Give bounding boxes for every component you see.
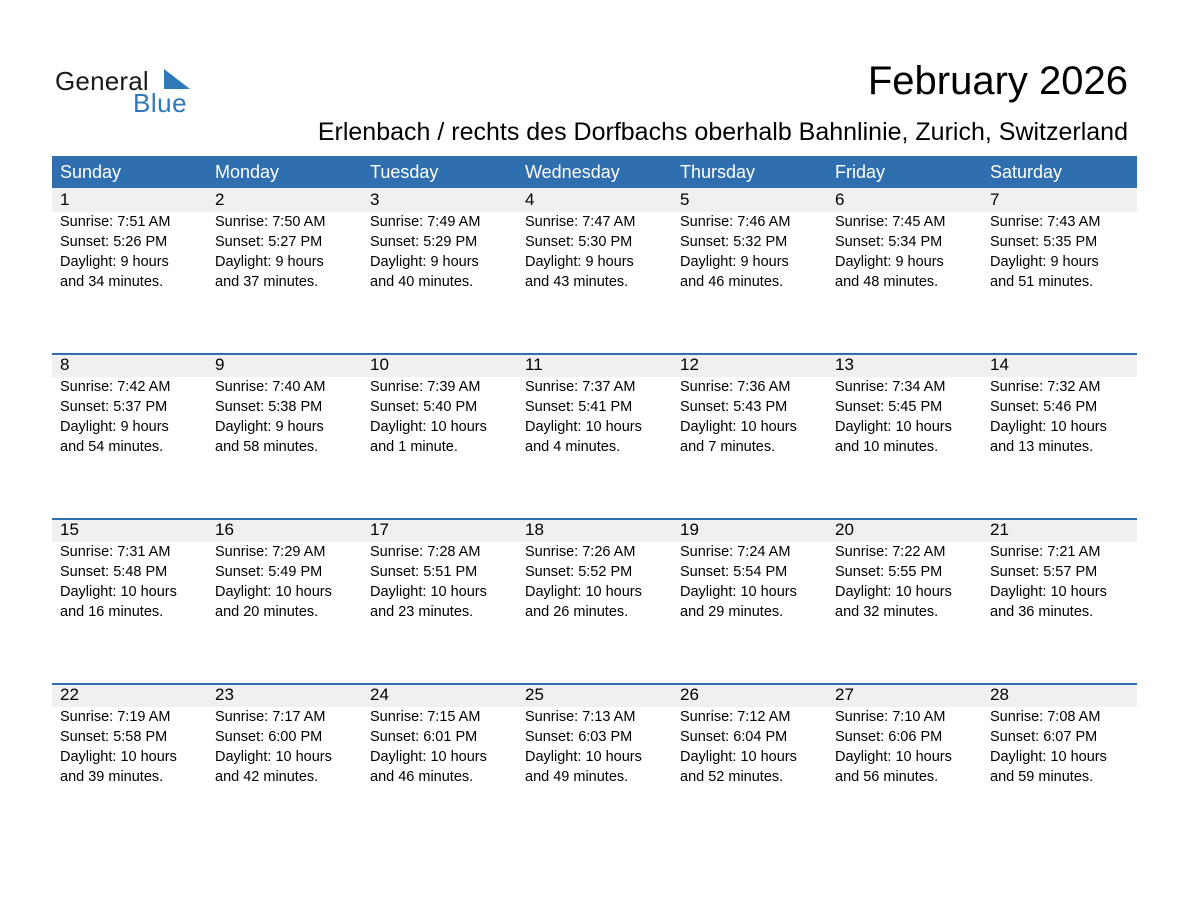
day-cell <box>827 188 982 292</box>
day-cell <box>827 683 982 787</box>
daylight-hours-text: Daylight: 10 hours <box>525 584 642 600</box>
sunrise-text: Sunrise: 7:42 AM <box>60 379 171 395</box>
daylight-hours-text: Daylight: 9 hours <box>215 254 324 270</box>
sunrise-text: Sunrise: 7:28 AM <box>370 544 481 560</box>
sunrise-text: Sunrise: 7:31 AM <box>60 544 171 560</box>
daylight-hours-text: Daylight: 9 hours <box>990 254 1099 270</box>
day-cell <box>672 518 827 622</box>
day-cell <box>982 353 1137 457</box>
weeks-container <box>52 188 1137 848</box>
sunrise-text: Sunrise: 7:13 AM <box>525 709 636 725</box>
day-number: 22 <box>60 685 79 704</box>
daylight-hours-text: Daylight: 9 hours <box>370 254 479 270</box>
day-cell <box>52 683 207 787</box>
day-number: 24 <box>370 685 389 704</box>
day-cell <box>827 518 982 622</box>
week-days <box>52 353 1137 457</box>
day-cell <box>362 188 517 292</box>
day-number: 17 <box>370 520 389 539</box>
sunrise-text: Sunrise: 7:34 AM <box>835 379 946 395</box>
sunset-text: Sunset: 5:29 PM <box>370 234 478 250</box>
weekday-tuesday: Tuesday <box>370 162 439 182</box>
daylight-hours-text: Daylight: 10 hours <box>990 419 1107 435</box>
weekday-friday: Friday <box>835 162 886 182</box>
sunset-text: Sunset: 5:34 PM <box>835 234 943 250</box>
day-cell <box>517 353 672 457</box>
day-cell <box>517 683 672 787</box>
sunset-text: Sunset: 6:00 PM <box>215 729 323 745</box>
daylight-minutes-text: and 13 minutes. <box>990 439 1094 455</box>
day-number: 7 <box>990 190 1000 209</box>
day-number: 20 <box>835 520 854 539</box>
daylight-hours-text: Daylight: 9 hours <box>215 419 324 435</box>
sunrise-text: Sunrise: 7:51 AM <box>60 214 171 230</box>
sunset-text: Sunset: 5:30 PM <box>525 234 633 250</box>
day-number: 8 <box>60 355 70 374</box>
daylight-hours-text: Daylight: 9 hours <box>525 254 634 270</box>
daylight-minutes-text: and 10 minutes. <box>835 439 939 455</box>
daylight-minutes-text: and 20 minutes. <box>215 604 319 620</box>
daylight-minutes-text: and 32 minutes. <box>835 604 939 620</box>
day-number: 4 <box>525 190 535 209</box>
sunset-text: Sunset: 5:51 PM <box>370 564 478 580</box>
daylight-minutes-text: and 51 minutes. <box>990 274 1094 290</box>
sunrise-text: Sunrise: 7:32 AM <box>990 379 1101 395</box>
sunrise-text: Sunrise: 7:12 AM <box>680 709 791 725</box>
sunrise-text: Sunrise: 7:40 AM <box>215 379 326 395</box>
day-number: 12 <box>680 355 699 374</box>
day-number: 6 <box>835 190 845 209</box>
day-cell <box>362 683 517 787</box>
logo <box>55 66 195 118</box>
weekday-sunday: Sunday <box>60 162 122 182</box>
daylight-hours-text: Daylight: 10 hours <box>525 419 642 435</box>
daylight-hours-text: Daylight: 10 hours <box>990 584 1107 600</box>
sunset-text: Sunset: 6:04 PM <box>680 729 788 745</box>
sunset-text: Sunset: 5:46 PM <box>990 399 1098 415</box>
sunset-text: Sunset: 5:40 PM <box>370 399 478 415</box>
sunset-text: Sunset: 5:27 PM <box>215 234 323 250</box>
daylight-minutes-text: and 56 minutes. <box>835 769 939 785</box>
sunset-text: Sunset: 5:58 PM <box>60 729 168 745</box>
sunrise-text: Sunrise: 7:37 AM <box>525 379 636 395</box>
day-cell <box>207 518 362 622</box>
day-number: 1 <box>60 190 70 209</box>
day-number: 11 <box>525 355 543 374</box>
daylight-hours-text: Daylight: 10 hours <box>60 584 177 600</box>
daylight-minutes-text: and 26 minutes. <box>525 604 629 620</box>
daylight-hours-text: Daylight: 10 hours <box>370 584 487 600</box>
sunrise-text: Sunrise: 7:24 AM <box>680 544 791 560</box>
daylight-minutes-text: and 36 minutes. <box>990 604 1094 620</box>
daylight-hours-text: Daylight: 10 hours <box>680 419 797 435</box>
day-number: 14 <box>990 355 1009 374</box>
sunrise-text: Sunrise: 7:43 AM <box>990 214 1101 230</box>
sunrise-text: Sunrise: 7:29 AM <box>215 544 326 560</box>
day-number: 18 <box>525 520 544 539</box>
day-number: 27 <box>835 685 854 704</box>
location-subtitle: Erlenbach / rechts des Dorfbachs oberhalb Bahnlinie, Zurich, Switzerland <box>317 118 1128 146</box>
sunrise-text: Sunrise: 7:46 AM <box>680 214 791 230</box>
daylight-hours-text: Daylight: 10 hours <box>370 419 487 435</box>
daylight-hours-text: Daylight: 10 hours <box>370 749 487 765</box>
sunset-text: Sunset: 5:26 PM <box>60 234 168 250</box>
day-number: 25 <box>525 685 544 704</box>
sunrise-text: Sunrise: 7:08 AM <box>990 709 1101 725</box>
sunset-text: Sunset: 6:03 PM <box>525 729 633 745</box>
day-cell <box>207 683 362 787</box>
logo-blue-text: Blue <box>133 88 188 118</box>
weekday-saturday: Saturday <box>990 162 1063 182</box>
sunset-text: Sunset: 6:06 PM <box>835 729 943 745</box>
sunset-text: Sunset: 5:32 PM <box>680 234 788 250</box>
day-cell <box>672 188 827 292</box>
day-cell <box>52 518 207 622</box>
sunrise-text: Sunrise: 7:50 AM <box>215 214 326 230</box>
sunset-text: Sunset: 5:52 PM <box>525 564 633 580</box>
daylight-hours-text: Daylight: 10 hours <box>680 584 797 600</box>
day-number: 13 <box>835 355 854 374</box>
sunset-text: Sunset: 5:54 PM <box>680 564 788 580</box>
calendar-grid <box>52 156 1137 848</box>
daylight-minutes-text: and 58 minutes. <box>215 439 319 455</box>
sunrise-text: Sunrise: 7:26 AM <box>525 544 636 560</box>
daylight-minutes-text: and 42 minutes. <box>215 769 319 785</box>
day-number: 21 <box>990 520 1009 539</box>
day-cell <box>362 518 517 622</box>
daylight-hours-text: Daylight: 10 hours <box>215 584 332 600</box>
sunrise-text: Sunrise: 7:15 AM <box>370 709 481 725</box>
daylight-hours-text: Daylight: 9 hours <box>835 254 944 270</box>
daylight-minutes-text: and 52 minutes. <box>680 769 784 785</box>
weekday-wednesday: Wednesday <box>525 162 620 182</box>
day-number: 5 <box>680 190 690 209</box>
daylight-minutes-text: and 43 minutes. <box>525 274 629 290</box>
week-days <box>52 683 1137 787</box>
day-number: 15 <box>60 520 79 539</box>
sunrise-text: Sunrise: 7:10 AM <box>835 709 946 725</box>
daylight-minutes-text: and 46 minutes. <box>370 769 474 785</box>
weekday-header <box>52 156 1137 188</box>
day-number: 19 <box>680 520 699 539</box>
day-cell <box>362 353 517 457</box>
sunset-text: Sunset: 5:48 PM <box>60 564 168 580</box>
day-number: 3 <box>370 190 380 209</box>
day-cell <box>672 683 827 787</box>
week-row <box>52 683 1137 848</box>
day-cell <box>517 188 672 292</box>
daylight-minutes-text: and 40 minutes. <box>370 274 474 290</box>
day-cell <box>207 188 362 292</box>
week-row <box>52 188 1137 353</box>
sunrise-text: Sunrise: 7:47 AM <box>525 214 636 230</box>
sunrise-text: Sunrise: 7:49 AM <box>370 214 481 230</box>
week-row <box>52 353 1137 518</box>
logo-general-text: General <box>55 66 149 96</box>
day-cell <box>207 353 362 457</box>
sunrise-text: Sunrise: 7:21 AM <box>990 544 1101 560</box>
day-cell <box>52 188 207 292</box>
sunset-text: Sunset: 5:49 PM <box>215 564 323 580</box>
day-number: 26 <box>680 685 699 704</box>
sunset-text: Sunset: 5:41 PM <box>525 399 633 415</box>
daylight-hours-text: Daylight: 10 hours <box>835 584 952 600</box>
day-cell <box>982 188 1137 292</box>
day-number: 2 <box>215 190 225 209</box>
day-number: 16 <box>215 520 234 539</box>
sunset-text: Sunset: 6:01 PM <box>370 729 478 745</box>
sunset-text: Sunset: 5:35 PM <box>990 234 1098 250</box>
daylight-minutes-text: and 49 minutes. <box>525 769 629 785</box>
daylight-hours-text: Daylight: 10 hours <box>60 749 177 765</box>
sunrise-text: Sunrise: 7:19 AM <box>60 709 171 725</box>
daylight-minutes-text: and 4 minutes. <box>525 439 621 455</box>
sunset-text: Sunset: 5:57 PM <box>990 564 1098 580</box>
daylight-minutes-text: and 59 minutes. <box>990 769 1094 785</box>
daylight-hours-text: Daylight: 9 hours <box>60 419 169 435</box>
day-number: 10 <box>370 355 389 374</box>
day-cell <box>517 518 672 622</box>
daylight-hours-text: Daylight: 10 hours <box>835 749 952 765</box>
daylight-hours-text: Daylight: 9 hours <box>60 254 169 270</box>
day-cell <box>827 353 982 457</box>
sunset-text: Sunset: 5:45 PM <box>835 399 943 415</box>
day-number: 9 <box>215 355 225 374</box>
sunset-text: Sunset: 5:43 PM <box>680 399 788 415</box>
sunrise-text: Sunrise: 7:36 AM <box>680 379 791 395</box>
day-cell <box>52 353 207 457</box>
day-cell <box>672 353 827 457</box>
sunrise-text: Sunrise: 7:22 AM <box>835 544 946 560</box>
sunset-text: Sunset: 6:07 PM <box>990 729 1098 745</box>
week-row <box>52 518 1137 683</box>
sunrise-text: Sunrise: 7:17 AM <box>215 709 326 725</box>
sunrise-text: Sunrise: 7:39 AM <box>370 379 481 395</box>
sunset-text: Sunset: 5:38 PM <box>215 399 323 415</box>
week-days <box>52 518 1137 622</box>
daylight-hours-text: Daylight: 10 hours <box>525 749 642 765</box>
day-cell <box>982 683 1137 787</box>
daylight-hours-text: Daylight: 10 hours <box>990 749 1107 765</box>
week-days <box>52 188 1137 292</box>
day-number: 28 <box>990 685 1009 704</box>
day-number: 23 <box>215 685 234 704</box>
daylight-minutes-text: and 46 minutes. <box>680 274 784 290</box>
sunset-text: Sunset: 5:55 PM <box>835 564 943 580</box>
daylight-minutes-text: and 29 minutes. <box>680 604 784 620</box>
daylight-minutes-text: and 34 minutes. <box>60 274 164 290</box>
daylight-minutes-text: and 39 minutes. <box>60 769 164 785</box>
daylight-hours-text: Daylight: 9 hours <box>680 254 789 270</box>
daylight-minutes-text: and 1 minute. <box>370 439 458 455</box>
daylight-minutes-text: and 16 minutes. <box>60 604 164 620</box>
daylight-hours-text: Daylight: 10 hours <box>215 749 332 765</box>
day-cell <box>982 518 1137 622</box>
daylight-minutes-text: and 23 minutes. <box>370 604 474 620</box>
weekday-monday: Monday <box>215 162 280 182</box>
daylight-hours-text: Daylight: 10 hours <box>835 419 952 435</box>
daylight-minutes-text: and 7 minutes. <box>680 439 776 455</box>
weekday-thursday: Thursday <box>680 162 756 182</box>
page-title: February 2026 <box>867 59 1128 103</box>
daylight-minutes-text: and 54 minutes. <box>60 439 164 455</box>
daylight-hours-text: Daylight: 10 hours <box>680 749 797 765</box>
daylight-minutes-text: and 37 minutes. <box>215 274 319 290</box>
sunset-text: Sunset: 5:37 PM <box>60 399 168 415</box>
sunrise-text: Sunrise: 7:45 AM <box>835 214 946 230</box>
daylight-minutes-text: and 48 minutes. <box>835 274 939 290</box>
